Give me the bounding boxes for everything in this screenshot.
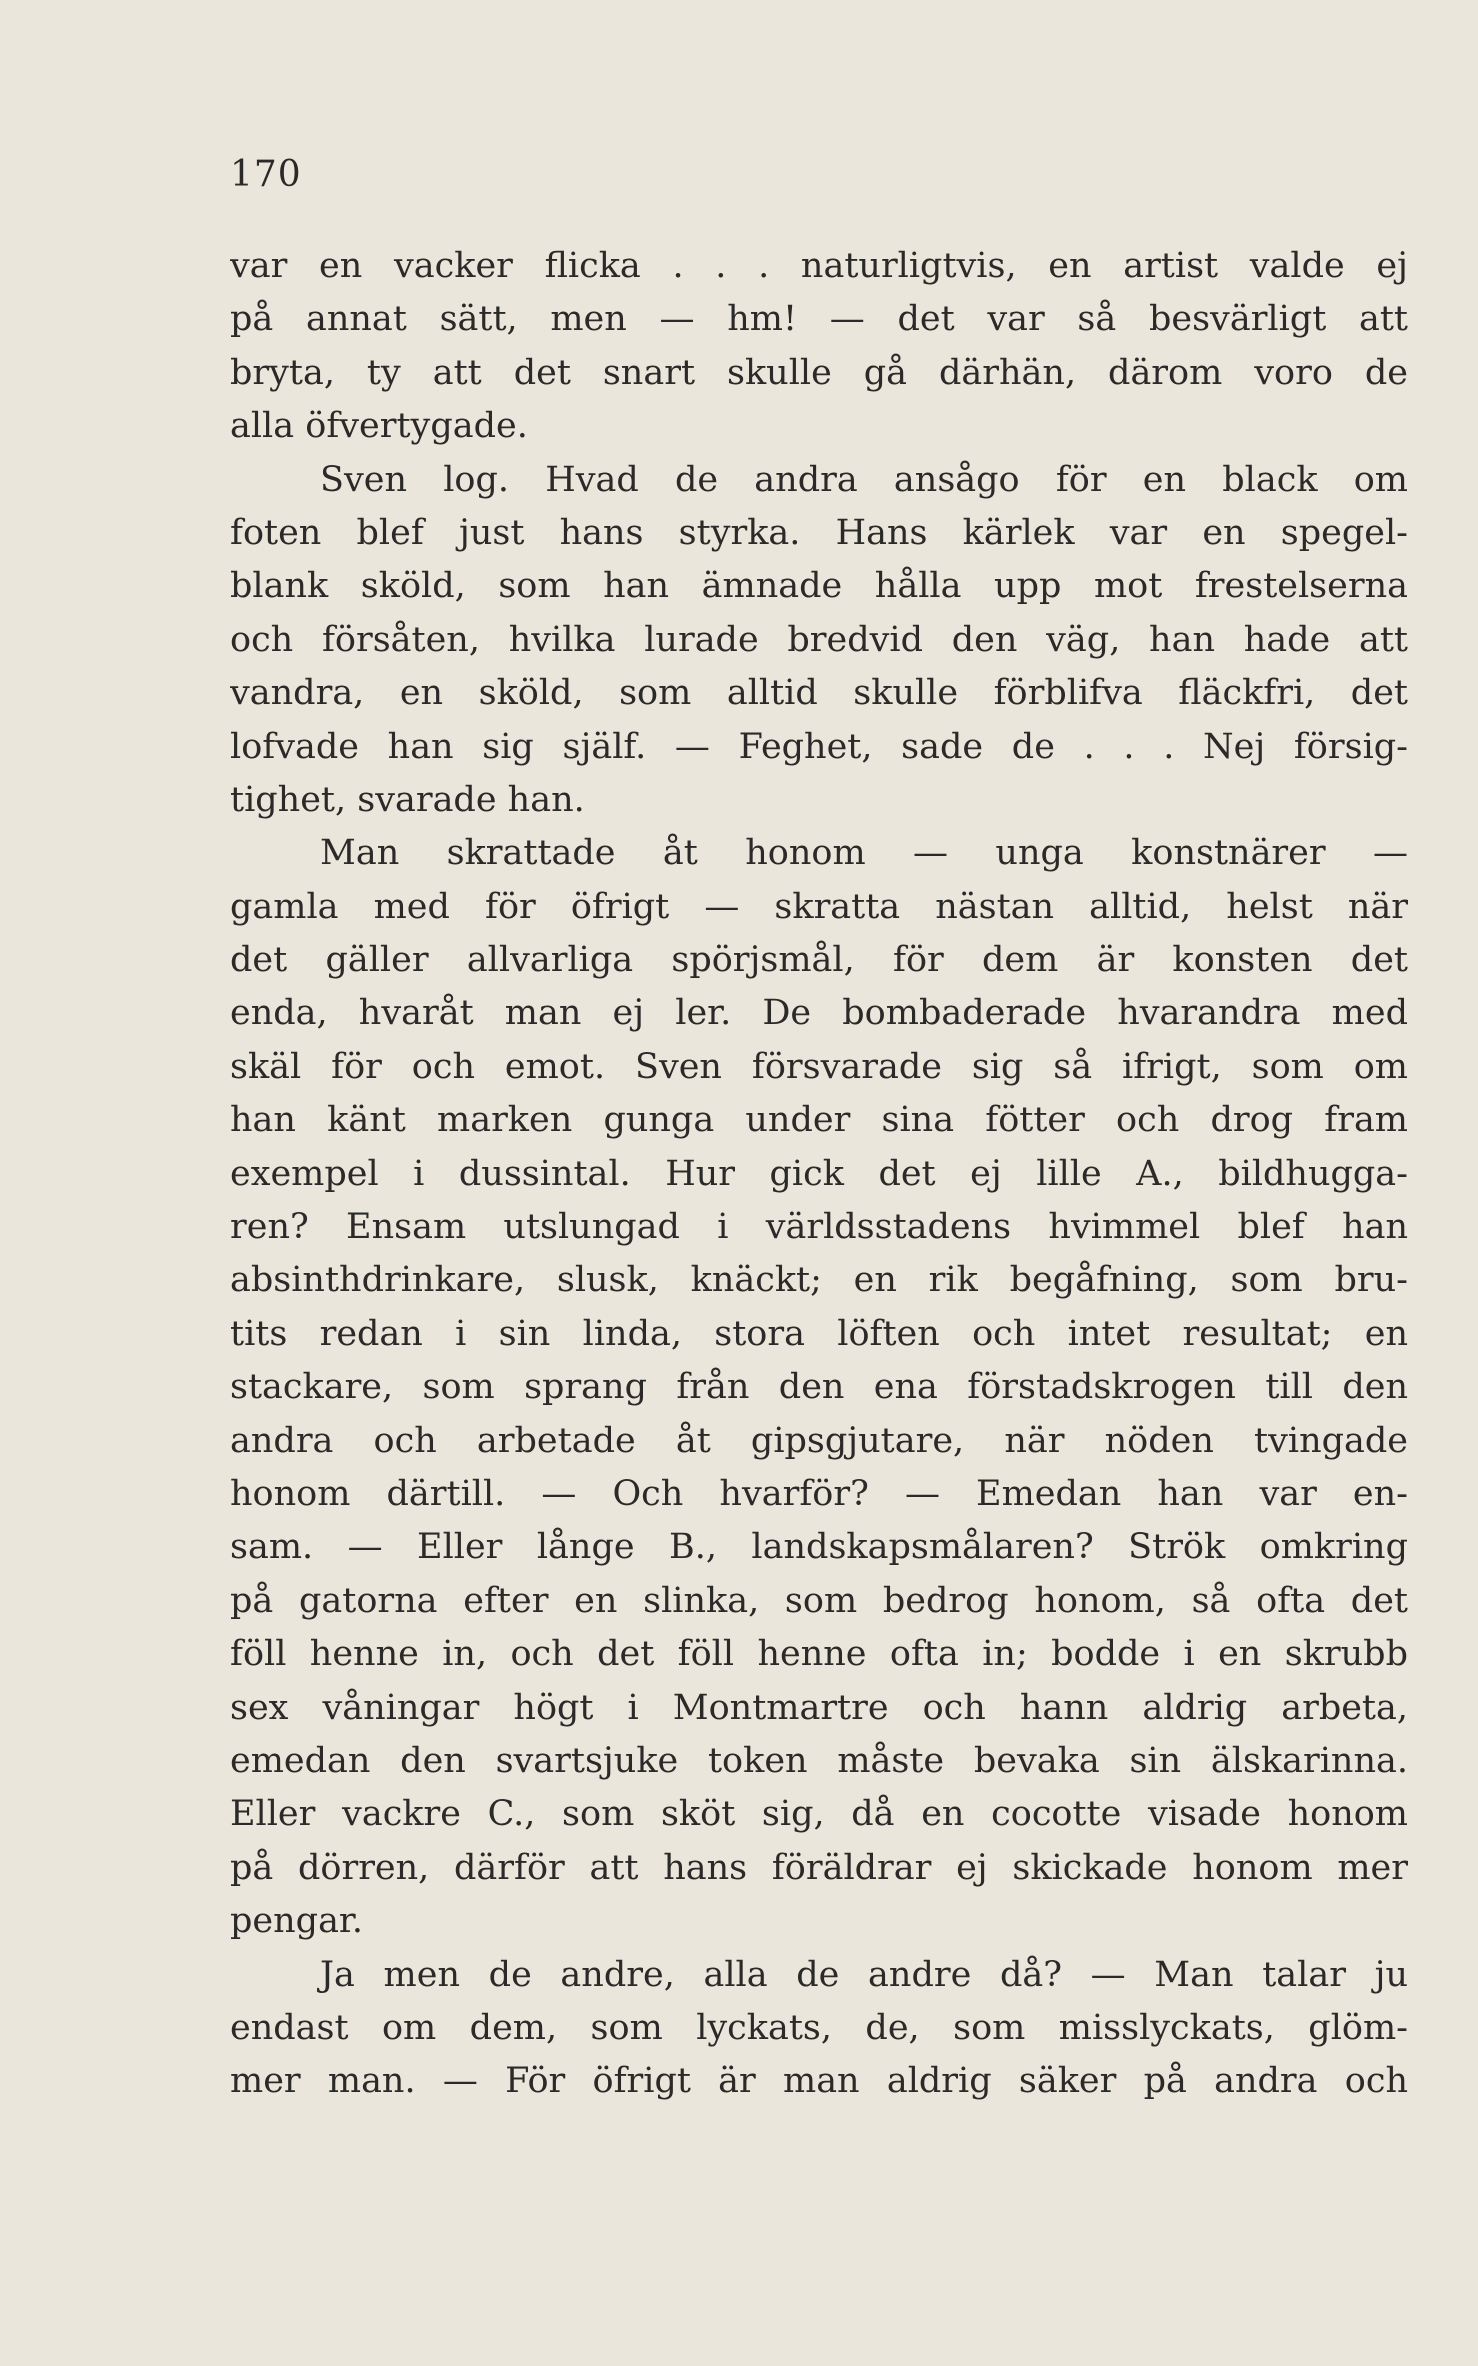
text-line: och försåten, hvilka lurade bredvid den väg, han hade att [230, 619, 1408, 660]
text-line: vandra, en sköld, som alltid skulle förblifva fläckfri, det [230, 673, 1408, 714]
text-line: lofvade han sig själf. — Feghet, sade de . . . Nej försig- [230, 726, 1408, 767]
text-line: absinthdrinkare, slusk, knäckt; en rik begåfning, som bru- [230, 1260, 1408, 1301]
text-line: andra och arbetade åt gipsgjutare, när nöden tvingade [230, 1420, 1408, 1461]
text-line: enda, hvaråt man ej ler. De bombaderade hvarandra med [230, 993, 1408, 1034]
text-line: mer man. — För öfrigt är man aldrig säker på andra och [230, 2061, 1408, 2102]
text-line: var en vacker flicka . . . naturligtvis, en artist valde ej [230, 246, 1408, 286]
text-line: alla öfvertygade. [230, 406, 528, 447]
text-line: emedan den svartsjuke token måste bevaka sin älskarinna. [230, 1740, 1408, 1781]
text-line: bryta, ty att det snart skulle gå därhän, därom voro de [230, 352, 1408, 393]
text-line: blank sköld, som han ämnade hålla upp mot frestelserna [230, 566, 1408, 607]
text-line: på dörren, därför att hans föräldrar ej skickade honom mer [230, 1847, 1408, 1888]
text-line: sex våningar högt i Montmartre och hann aldrig arbeta, [230, 1687, 1408, 1728]
text-line: sam. — Eller långe B., landskapsmålaren? Strök omkring [230, 1527, 1408, 1568]
text-line: tits redan i sin linda, stora löften och intet resultat; en [230, 1313, 1408, 1354]
text-line: han känt marken gunga under sina fötter och drog fram [230, 1100, 1408, 1141]
text-line: Ja men de andre, alla de andre då? — Man talar ju [320, 1954, 1408, 1995]
text-line: skäl för och emot. Sven försvarade sig så ifrigt, som om [230, 1046, 1408, 1087]
text-line: det gäller allvarliga spörjsmål, för dem är konsten det [230, 940, 1408, 981]
text-line: exempel i dussintal. Hur gick det ej lille A., bildhugga- [230, 1153, 1408, 1194]
text-line: gamla med för öfrigt — skratta nästan alltid, helst när [230, 886, 1408, 927]
text-line: Sven log. Hvad de andra ansågo för en black om [320, 459, 1408, 500]
text-line: Man skrattade åt honom — unga konstnärer — [320, 833, 1408, 874]
text-line: stackare, som sprang från den ena förstadskrogen till den [230, 1367, 1408, 1408]
text-line: foten blef just hans styrka. Hans kärlek var en spegel- [230, 512, 1408, 553]
body-text [230, 240, 1408, 2109]
text-line: på gatorna efter en slinka, som bedrog honom, så ofta det [230, 1580, 1408, 1621]
text-line: tighet, svarade han. [230, 779, 585, 820]
text-line: endast om dem, som lyckats, de, som misslyckats, glöm- [230, 2007, 1408, 2048]
text-line: pengar. [230, 1901, 363, 1942]
text-line: på annat sätt, men — hm! — det var så besvärligt att [230, 299, 1408, 340]
text-line: Eller vackre C., som sköt sig, då en cocotte visade honom [230, 1794, 1408, 1835]
text-line: honom därtill. — Och hvarför? — Emedan han var en- [230, 1473, 1408, 1514]
text-line: föll henne in, och det föll henne ofta in; bodde i en skrubb [230, 1634, 1408, 1675]
text-line: ren? Ensam utslungad i världsstadens hvimmel blef han [230, 1207, 1408, 1248]
page-number: 170 [230, 154, 302, 195]
